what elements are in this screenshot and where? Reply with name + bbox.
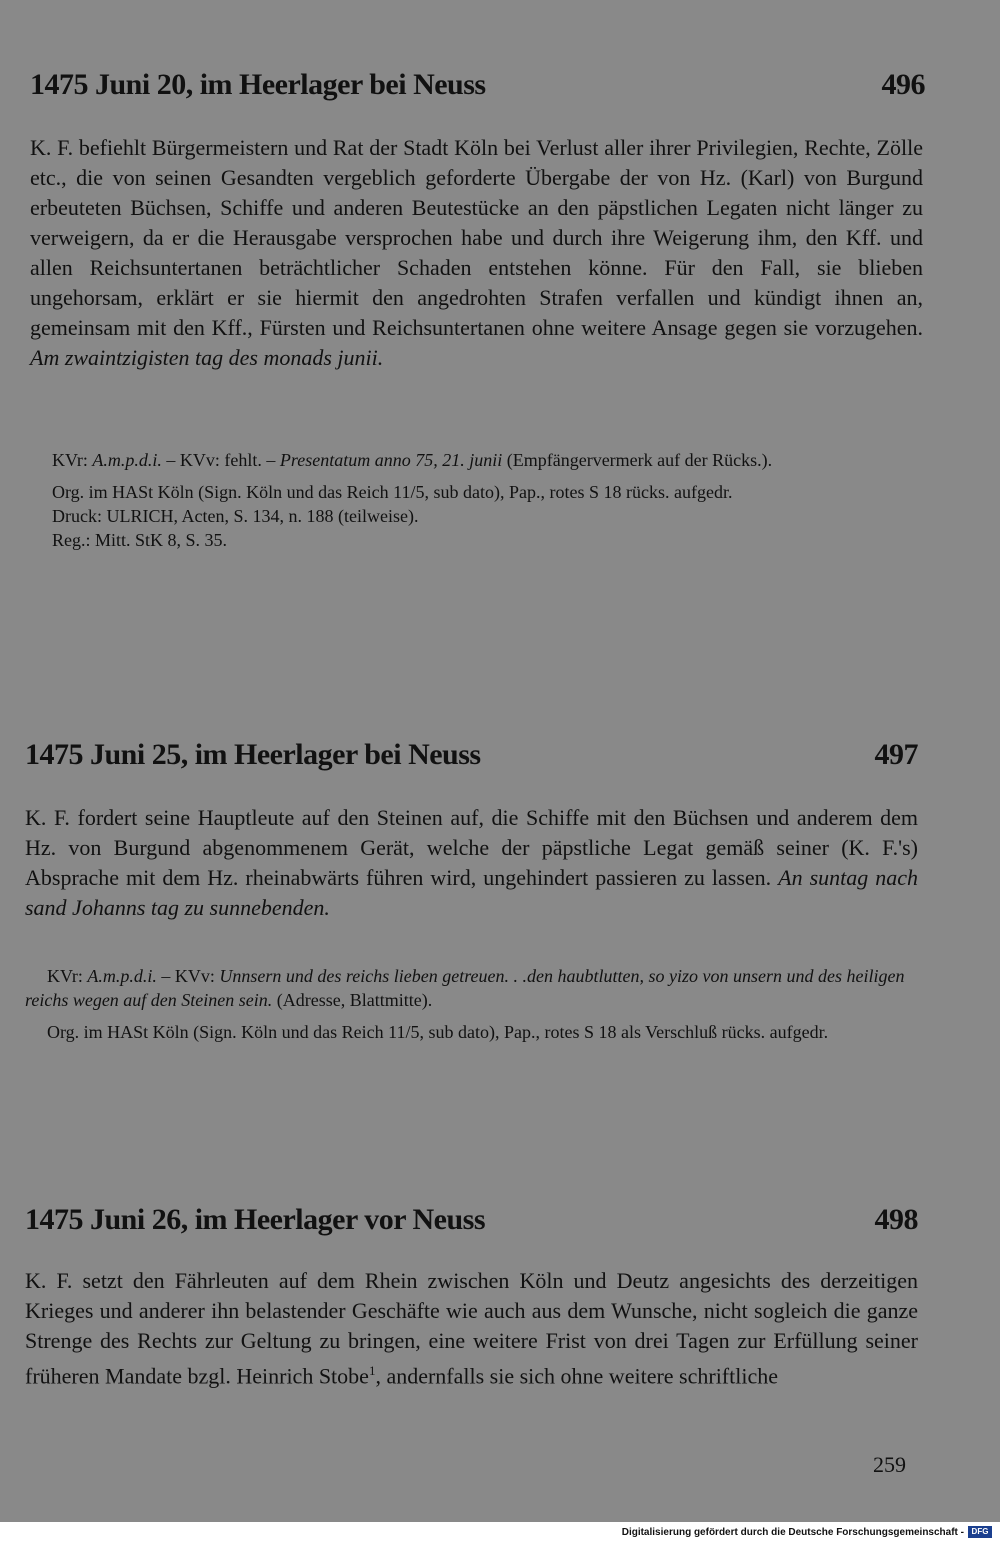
kv-note — [30, 448, 923, 472]
entry-text — [30, 133, 923, 373]
entry-number: 498 — [874, 1203, 918, 1236]
entry-text — [25, 803, 918, 923]
kvv-label: – KVv: fehlt. – — [166, 450, 276, 470]
entry-body: K. F. setzt den Fährleuten auf dem Rhein zwischen Köln und Deutz angesichts des derzeitigen Krieges und anderer ihn belastender Geschäfte wie auch aus dem Wunsche, nicht sogleich die ganze Strenge des Rechts zur Geltung zu bringen, eine weitere Frist von drei Tagen zur Erfüllung seiner früheren Mandate bzgl. Heinrich Stobe — [25, 1268, 918, 1389]
dfg-logo: DFG — [968, 1526, 992, 1538]
kv-note — [25, 964, 918, 1012]
footer-credit: Digitalisierung gefördert durch die Deutsche Forschungsgemeinschaft - — [621, 1527, 964, 1538]
kvr-label: KVr: — [52, 450, 88, 470]
entry-title: 1475 Juni 25, im Heerlager bei Neuss — [25, 738, 481, 771]
entry-text — [25, 1266, 918, 1391]
kvv-rest: (Adresse, Blattmitte). — [276, 990, 433, 1010]
entry-body: K. F. fordert seine Hauptleute auf den Steinen auf, die Schiffe mit den Büchsen und anderem dem Hz. von Burgund abgenommenem Gerät, welche der päpstliche Legat gemäß seiner (K. F.'s) Absprache mit dem Hz. rheinabwärts führen wird, ungehindert passieren zu lassen. — [25, 805, 918, 890]
entry-notes — [25, 964, 918, 1044]
entry-body-continued: , andernfalls sie sich ohne weitere schriftliche — [375, 1363, 779, 1389]
org-note: Org. im HASt Köln (Sign. Köln und das Reich 11/5, sub dato), Pap., rotes S 18 als Verschluß rücks. aufgedr. — [47, 1022, 829, 1042]
footnote-mark: 1 — [368, 1363, 376, 1378]
entry-title: 1475 Juni 20, im Heerlager bei Neuss — [30, 68, 486, 101]
entry-body: K. F. befiehlt Bürgermeistern und Rat der Stadt Köln bei Verlust aller ihrer Privilegien, Rechte, Zölle etc., die von seinen Gesandten vergeblich geforderte Übergabe der von Hz. (Karl) von Burgund erbeuteten Büchsen, Schiffe und anderen Beutestücke an den päpstlichen Legaten nicht länger zu verweigern, da er die Herausgabe versprochen habe und durch ihre Weigerung ihm, den Kff. und allen Reichsuntertanen beträchtlicher Schaden entstehen könne. Für den Fall, sie blieben ungehorsam, erklärt er sie hiermit den angedrohten Strafen verfallen und kündigt ihnen an, gemeinsam mit den Kff., Fürsten und Reichsuntertanen ohne weitere Ansage gegen sie vorzugehen. — [30, 135, 923, 340]
druck-note: Druck: ULRICH, Acten, S. 134, n. 188 (teilweise). — [52, 506, 419, 526]
entry-date-italic: Am zwaintzigisten tag des monads junii. — [30, 345, 384, 370]
entry-notes — [30, 448, 923, 552]
kvr-value: A.m.p.d.i. — [87, 966, 157, 986]
entry-date-italic: An suntag nach sand Johanns tag zu sunnebenden. — [25, 865, 919, 920]
kvr-label: KVr: — [47, 966, 83, 986]
kvv-rest: (Empfängervermerk auf der Rücks.). — [506, 450, 773, 470]
kvv-value: Unnsern und des reichs lieben getreuen. . .den haubtlutten, so yizo von unsern und des heiligen reichs wegen auf den Steinen sein. — [25, 966, 905, 1010]
footer-bar — [0, 1522, 1000, 1543]
org-note: Org. im HASt Köln (Sign. Köln und das Reich 11/5, sub dato), Pap., rotes S 18 rücks. aufgedr. — [52, 482, 733, 502]
reg-note: Reg.: Mitt. StK 8, S. 35. — [52, 530, 228, 550]
kvr-value: A.m.p.d.i. — [92, 450, 162, 470]
kvv-label: – KVv: — [161, 966, 215, 986]
entry-number: 497 — [874, 738, 918, 771]
page-number: 259 — [873, 1452, 906, 1477]
entry-heading — [25, 738, 918, 772]
entry-title: 1475 Juni 26, im Heerlager vor Neuss — [25, 1203, 486, 1236]
entry-number: 496 — [881, 68, 925, 101]
kvv-value: Presentatum anno 75, 21. junii — [279, 450, 503, 470]
entry-heading — [25, 1203, 918, 1237]
entry-heading — [30, 68, 925, 102]
